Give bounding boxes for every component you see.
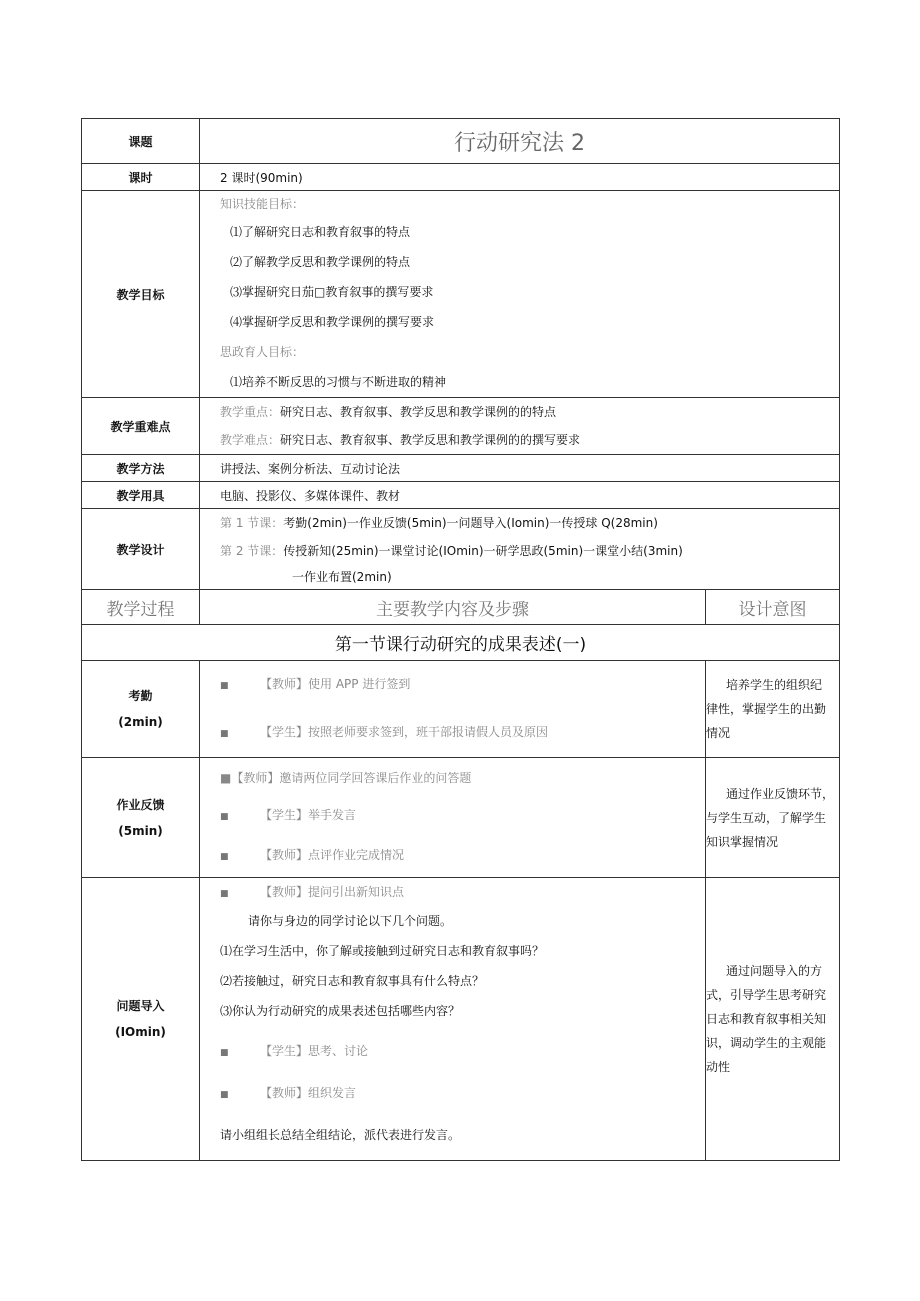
design-lesson-2 bbox=[200, 537, 839, 565]
content-line bbox=[200, 661, 705, 709]
difficulty-line bbox=[200, 426, 839, 454]
role-tag: 【教师】 bbox=[260, 1086, 309, 1100]
intent-line: 式，引导学生思考研究 bbox=[706, 988, 827, 1002]
step-row-homework bbox=[82, 758, 840, 878]
role-tag: 【学生】 bbox=[260, 807, 309, 822]
intent-line: 日志和教育叙事相关知 bbox=[706, 1012, 827, 1026]
step-label bbox=[82, 878, 200, 1161]
ideology-heading: 思政育人目标： bbox=[220, 345, 305, 359]
section-title: 第一节课行动研究的成果表述(一) bbox=[82, 625, 840, 661]
design-lesson-2-prefix: 第 2 节课： bbox=[220, 544, 284, 558]
content-line bbox=[200, 709, 705, 757]
process-header-col1: 教学过程 bbox=[82, 590, 200, 625]
design-label: 教学设计 bbox=[82, 509, 200, 590]
goal-item: ⑵了解教学反思和教学课例的特点 bbox=[230, 255, 411, 269]
hours-value: 2 课时(90min) bbox=[200, 164, 840, 191]
difficulty-text: 研究日志、教育叙事、教学反思和教学课例的的撰写要求 bbox=[280, 433, 581, 447]
content-text: 点评作业完成情况 bbox=[308, 847, 405, 862]
hours-row bbox=[82, 164, 840, 191]
design-lesson-2-cont: 一作业布置(2min) bbox=[292, 570, 392, 584]
step-intent bbox=[706, 878, 840, 1161]
intent-line: 律性，掌握学生的出勤 bbox=[706, 702, 827, 716]
step-content bbox=[200, 878, 706, 1161]
content-text: 提问引出新知识点 bbox=[308, 885, 405, 899]
design-lesson-1 bbox=[200, 509, 839, 537]
content-text: 按照老师要求签到，班干部报请假人员及原因 bbox=[308, 725, 549, 739]
goals-label: 教学目标 bbox=[82, 191, 200, 398]
step-intent bbox=[706, 758, 840, 878]
content-text: 思考、讨论 bbox=[308, 1044, 369, 1058]
question-item: ⑵若接触过，研究日志和教育叙事具有什么特点？ bbox=[220, 974, 485, 988]
topic-row bbox=[82, 119, 840, 164]
method-label: 教学方法 bbox=[82, 455, 200, 482]
step-label bbox=[82, 758, 200, 878]
lesson-plan-document bbox=[81, 118, 839, 1161]
tools-row bbox=[82, 482, 840, 509]
question-item: ⑶你认为行动研究的成果表述包括哪些内容？ bbox=[220, 1004, 461, 1018]
bullet-square-icon: ■ bbox=[220, 851, 229, 862]
step-label bbox=[82, 661, 200, 758]
tools-label: 教学用具 bbox=[82, 482, 200, 509]
step-name: 作业反馈 bbox=[116, 797, 165, 812]
content-text: 使用 APP 进行签到 bbox=[308, 677, 411, 691]
ideology-item: ⑴培养不断反思的习惯与不断进取的精神 bbox=[230, 375, 447, 389]
course-title: 行动研究法 2 bbox=[200, 119, 840, 164]
tools-value: 电脑、投影仪、多媒体课件、教材 bbox=[200, 482, 840, 509]
goal-item: ⑶掌握研究日茄□教育叙事的撰写要求 bbox=[230, 285, 434, 299]
keypoints-row bbox=[82, 398, 840, 455]
content-line bbox=[200, 837, 705, 875]
step-content bbox=[200, 661, 706, 758]
goals-cell bbox=[200, 191, 840, 398]
intent-line: 通过作业反馈环节， bbox=[726, 786, 835, 801]
role-tag: 【学生】 bbox=[260, 725, 309, 739]
step-time: (2min) bbox=[118, 715, 163, 729]
hours-label: 课时 bbox=[82, 164, 200, 191]
design-lesson-1-prefix: 第 1 节课： bbox=[220, 516, 284, 530]
role-tag: 【学生】 bbox=[260, 1044, 309, 1058]
bullet-square-icon: ■ bbox=[220, 681, 229, 691]
section-row bbox=[82, 625, 840, 661]
intent-line: 情况 bbox=[706, 726, 731, 740]
content-line bbox=[200, 1078, 705, 1110]
step-row-intro bbox=[82, 878, 840, 1161]
intent-line: 培养学生的组织纪 bbox=[726, 678, 823, 692]
intent-line: 知识掌握情况 bbox=[706, 834, 779, 849]
bullet-square-icon: ■ bbox=[220, 889, 229, 899]
bullet-square-icon: ■ bbox=[220, 1090, 229, 1100]
role-tag: 【教师】 bbox=[260, 677, 309, 691]
bullet-square-icon: ■ bbox=[220, 729, 229, 739]
content-line: ■【教师】邀请两位同学回答课后作业的问答题 bbox=[220, 770, 472, 785]
step-name: 问题导入 bbox=[116, 999, 165, 1013]
method-value: 讲授法、案例分析法、互动讨论法 bbox=[200, 455, 840, 482]
focus-line bbox=[200, 398, 839, 426]
content-line bbox=[200, 1026, 705, 1078]
keypoints-cell bbox=[200, 398, 840, 455]
design-lesson-1-text: 考勤(2min)一作业反馈(5min)一问题导入(Iomin)一传授球 Q(28min) bbox=[283, 516, 658, 530]
topic-label: 课题 bbox=[82, 119, 200, 164]
focus-prefix: 教学重点： bbox=[220, 405, 281, 419]
intent-line: 识，调动学生的主观能 bbox=[706, 1036, 827, 1050]
knowledge-heading: 知识技能目标： bbox=[220, 197, 305, 211]
content-text: 举手发言 bbox=[308, 807, 357, 822]
keypoints-label: 教学重难点 bbox=[82, 398, 200, 455]
step-time: (5min) bbox=[118, 823, 163, 838]
step-name: 考勤 bbox=[128, 689, 153, 703]
closing-text: 请小组组长总结全组结论，派代表进行发言。 bbox=[220, 1128, 461, 1142]
design-cell bbox=[200, 509, 840, 590]
goal-item: ⑷掌握研学反思和教学课例的撰写要求 bbox=[230, 315, 435, 329]
role-tag: 【教师】 bbox=[260, 847, 309, 862]
difficulty-prefix: 教学难点： bbox=[220, 433, 281, 447]
intent-line: 动性 bbox=[706, 1060, 731, 1074]
goal-item: ⑴了解研究日志和教育叙事的特点 bbox=[230, 225, 411, 239]
step-intent bbox=[706, 661, 840, 758]
bullet-square-icon: ■ bbox=[220, 1048, 229, 1058]
intent-line: 通过问题导入的方 bbox=[726, 964, 823, 978]
question-item: ⑴在学习生活中，你了解或接触到过研究日志和教育叙事吗？ bbox=[220, 944, 545, 958]
process-header-col3: 设计意图 bbox=[706, 590, 840, 625]
intent-line: 与学生互动，了解学生 bbox=[706, 810, 827, 825]
content-line bbox=[200, 880, 705, 906]
intro-text: 请你与身边的同学讨论以下几个问题。 bbox=[248, 914, 453, 928]
step-content bbox=[200, 758, 706, 878]
step-row-attendance bbox=[82, 661, 840, 758]
process-header-col2: 主要教学内容及步骤 bbox=[200, 590, 706, 625]
role-tag: 【教师】 bbox=[260, 885, 309, 899]
method-row bbox=[82, 455, 840, 482]
content-text: 组织发言 bbox=[308, 1086, 357, 1100]
bullet-square-icon: ■ bbox=[220, 811, 229, 822]
focus-text: 研究日志、教育叙事、教学反思和教学课例的的特点 bbox=[280, 405, 557, 419]
design-lesson-2-text: 传授新知(25min)一课堂讨论(IOmin)一研学思政(5min)一课堂小结(3min) bbox=[283, 544, 683, 558]
lesson-plan-table bbox=[81, 118, 840, 1161]
content-line bbox=[200, 795, 705, 837]
step-time: (IOmin) bbox=[115, 1025, 166, 1039]
design-row bbox=[82, 509, 840, 590]
process-header-row bbox=[82, 590, 840, 625]
goals-row bbox=[82, 191, 840, 398]
